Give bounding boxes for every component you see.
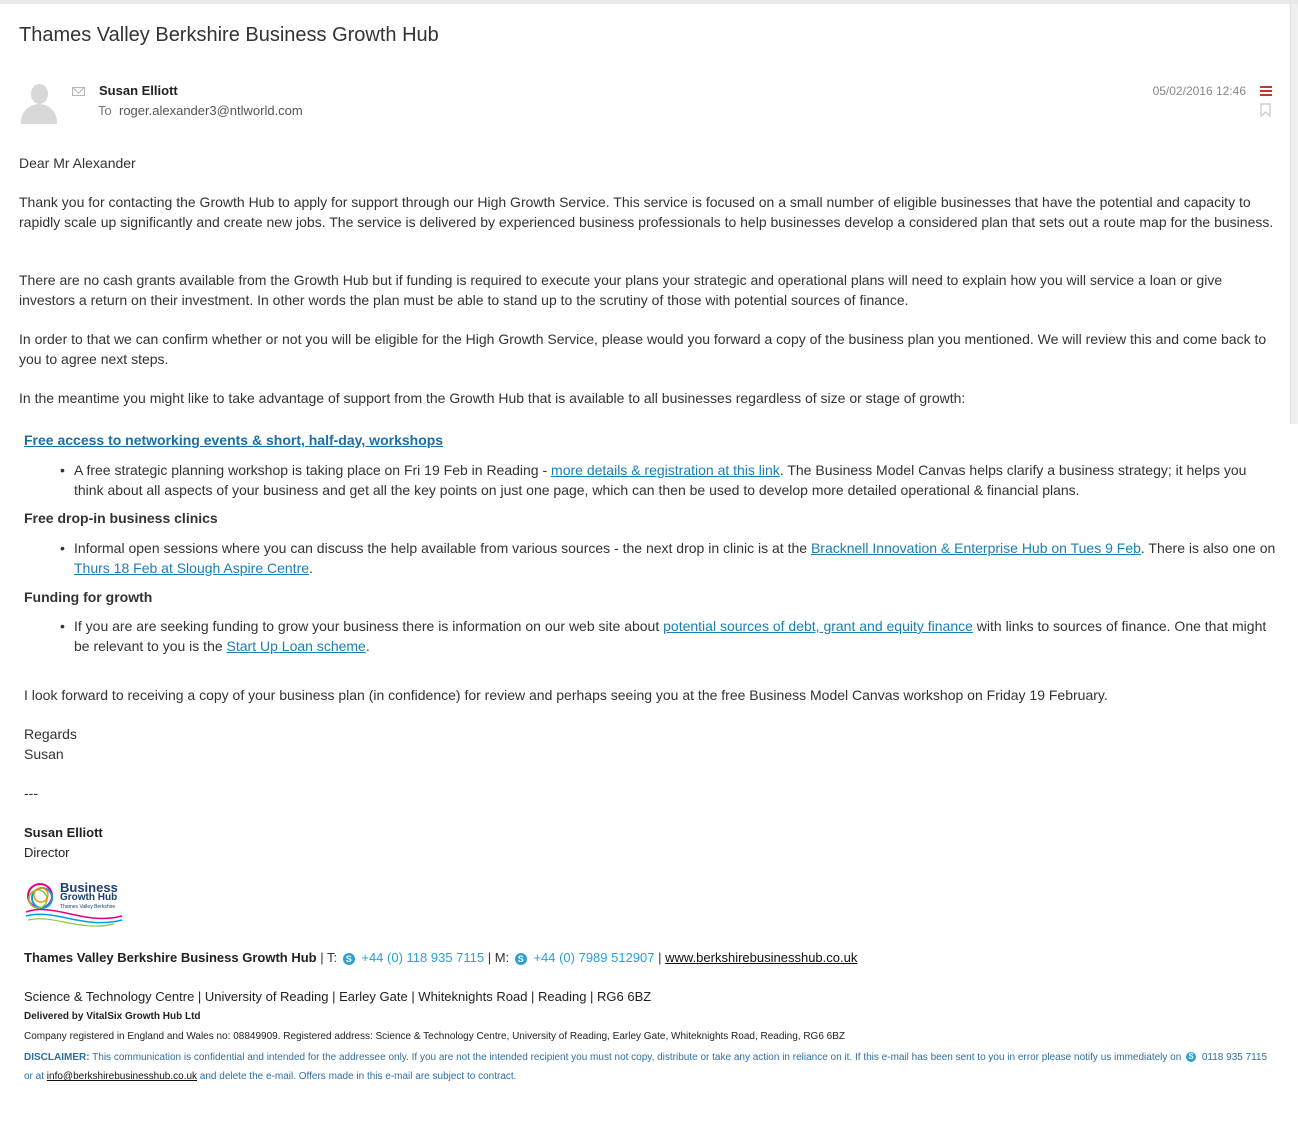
scrollbar[interactable]	[1290, 4, 1298, 424]
to-label: To	[98, 103, 112, 118]
regards: Regards	[24, 726, 77, 742]
logo-text-region: Thames Valley Berkshire	[60, 904, 116, 910]
skype-icon: S	[343, 953, 355, 965]
disclaimer: DISCLAIMER: This communication is confidential and intended for the addressee only. If you are not the intended recipient you must not copy, distribute or take any action in reliance on it. If this e-mail has been sent to you in error please notify us immediately on S 0118 935 7115 or at info@berkshirebusinesshub.co.uk and delete the e-mail. Offers made in this e-mail are subject to contract.	[24, 1052, 1268, 1082]
finance-sources-link[interactable]: potential sources of debt, grant and equity finance	[663, 618, 973, 634]
skype-icon: S	[515, 953, 527, 965]
start-up-loan-link[interactable]: Start Up Loan scheme	[226, 637, 366, 654]
email-subject: Thames Valley Berkshire Business Growth Hub	[19, 24, 439, 46]
list-item: • If you are are seeking funding to grow your business there is information on our web site about potential sources of debt, grant and equity finance with links to sources of finance. One that might be relevant to you is the Start Up Loan scheme.	[74, 617, 1279, 656]
slough-link[interactable]: Thurs 18 Feb at Slough Aspire Centre	[74, 559, 310, 576]
info-email-link[interactable]: info@berkshirebusinesshub.co.uk	[46, 1071, 198, 1082]
paragraph-3: In order to that we can confirm whether or not you will be eligible for the High Growth Service, please would you forward a copy of the business plan you mentioned. We will review this and come back to you to agree next steps.	[19, 331, 1267, 367]
paragraph-4: In the meantime you might like to take advantage of support from the Growth Hub that is available to all businesses regardless of size or stage of growth:	[19, 390, 966, 406]
disclaimer-phone-link[interactable]: 0118 935 7115	[1201, 1052, 1268, 1063]
delivered-by: Delivered by VitalSix Growth Hub Ltd	[24, 1011, 201, 1022]
paragraph-1: Thank you for contacting the Growth Hub to apply for support through our High Growth Service. This service is focused on a small number of eligible businesses that have the potential and capacity to rapidly scale up significantly and create new jobs. The service is delivered by experienced business professionals to help businesses develop a considered plan that sets out a route map for the business.	[19, 194, 1274, 230]
top-border	[0, 0, 1298, 4]
person-silhouette-icon	[20, 82, 58, 124]
contact-line: Thames Valley Berkshire Business Growth Hub | T: S +44 (0) 118 935 7115 | M: S +44 (0) 7989 512907 | www.berkshirebusinesshub.co.uk	[24, 950, 858, 965]
closing-paragraph: I look forward to receiving a copy of your business plan (in confidence) for review and perhaps seeing you at the free Business Model Canvas workshop on Friday 19 February.	[24, 687, 1108, 703]
registration-link[interactable]: more details & registration at this link	[551, 462, 780, 478]
separator: ---	[24, 785, 38, 801]
envelope-icon[interactable]	[72, 87, 85, 96]
signature-title: Director	[24, 845, 70, 860]
bookmark-icon[interactable]	[1260, 103, 1271, 117]
growth-hub-logo	[24, 878, 124, 930]
signature-address: Science & Technology Centre | University of Reading | Earley Gate | Whiteknights Road | Reading | RG6 6BZ	[24, 989, 652, 1004]
closing-name: Susan	[24, 746, 64, 762]
website-link[interactable]: www.berkshirebusinesshub.co.uk	[665, 950, 858, 965]
logo-text-growth-hub: Growth Hub	[60, 892, 118, 903]
signature-name: Susan Elliott	[24, 825, 103, 840]
recipient-address[interactable]: roger.alexander3@ntlworld.com	[119, 103, 303, 118]
registration-info: Company registered in England and Wales no: 08849909. Registered address: Science & Technology Centre, University of Reading, Earley Gate, Whiteknights Road, Reading, RG6 6BZ	[24, 1031, 846, 1042]
org-name: Thames Valley Berkshire Business Growth Hub	[24, 950, 317, 965]
section-heading-networking[interactable]: Free access to networking events & short, half-day, workshops	[24, 432, 444, 448]
skype-icon: S	[1186, 1052, 1196, 1062]
hamburger-menu-icon[interactable]	[1260, 86, 1272, 96]
sender-name[interactable]: Susan Elliott	[99, 83, 178, 98]
phone-m-link[interactable]: +44 (0) 7989 512907	[533, 950, 655, 965]
paragraph-2: There are no cash grants available from the Growth Hub but if funding is required to execute your plans your strategic and operational plans will need to explain how you will service a loan or give investors a return on their investment. In other words the plan must be able to stand up to the scrutiny of those with potential sources of finance.	[19, 272, 1223, 308]
list-item: • Informal open sessions where you can discuss the help available from various sources - the next drop in clinic is at the Bracknell Innovation & Enterprise Hub on Tues 9 Feb. There is also one on Thurs 18 Feb at Slough Aspire Centre.	[74, 539, 1279, 578]
greeting: Dear Mr Alexander	[19, 155, 136, 171]
bracknell-link[interactable]: Bracknell Innovation & Enterprise Hub on Tues 9 Feb	[810, 540, 1141, 556]
phone-t-link[interactable]: +44 (0) 118 935 7115	[361, 950, 485, 965]
list-item: • A free strategic planning workshop is taking place on Fri 19 Feb in Reading - more details & registration at this link. The Business Model Canvas helps clarify a business strategy; it helps you think about all aspects of your business and get all the key points on just one page, which can then be used to develop more detailed operational & financial plans.	[74, 461, 1279, 500]
logo-text-business: Business	[60, 880, 118, 895]
section-heading-clinics: Free drop-in business clinics	[24, 510, 218, 526]
email-date: 05/02/2016 12:46	[1152, 84, 1246, 98]
section-heading-funding: Funding for growth	[24, 589, 153, 605]
